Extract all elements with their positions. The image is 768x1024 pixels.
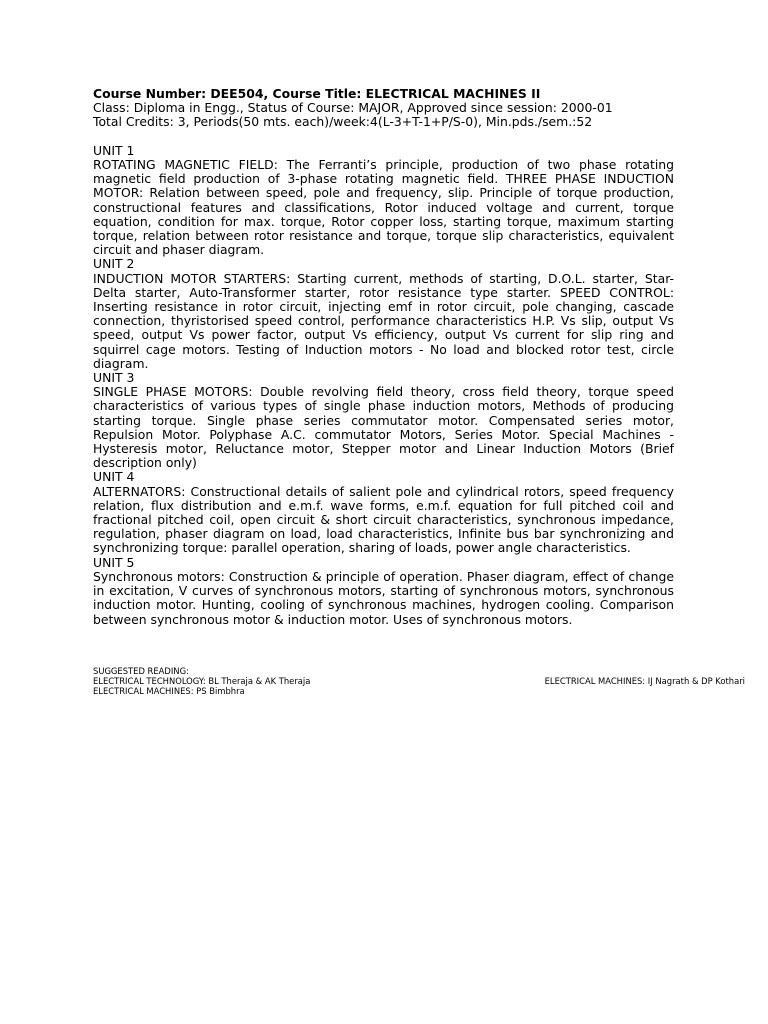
unit-1-heading: UNIT 1 — [93, 142, 135, 158]
suggested-reading-heading: SUGGESTED READING: — [93, 666, 189, 676]
unit-2-heading: UNIT 2 — [93, 256, 135, 272]
unit-3-body: SINGLE PHASE MOTORS: Double revolving field theory, cross field theory, torque speed characteristics of various types of single phase induction motors, Methods of producing starting torque. Single phase series commutator motor. Compensated series motor, Repulsion Motor. Polyphase A.C. commutator Motors, Series Motor. Special Machines - Hysteresis motor, Reluctance motor, Stepper motor and Linear Induction Motors (Brief description only) — [93, 384, 674, 471]
spacer — [93, 130, 674, 144]
reading-book-3: ELECTRICAL MACHINES: PS Bimbhra — [93, 686, 245, 696]
unit-4-section — [93, 470, 674, 555]
course-class-line: Class: Diploma in Engg., Status of Course: MAJOR, Approved since session: 2000-01 — [93, 100, 613, 116]
syllabus-document — [93, 87, 674, 627]
reading-row-1 — [93, 676, 745, 686]
unit-4-heading: UNIT 4 — [93, 469, 135, 485]
unit-5-body: Synchronous motors: Construction & principle of operation. Phaser diagram, effect of change in excitation, V curves of synchronous motors, starting of synchronous motors, synchronous induction motor. Hunting, cooling of synchronous machines, hydrogen cooling. Comparison between synchronous motor & induction motor. Uses of synchronous motors. — [93, 568, 674, 627]
unit-4-body: ALTERNATORS: Constructional details of salient pole and cylindrical rotors, speed frequency relation, flux distribution and e.m.f. wave forms, e.m.f. equation for full pitched coil and fractional pitched coil, open circuit & short circuit characteristics, synchronous impedance, regulation, phaser diagram on load, load characteristics, Infinite bus bar synchronizing and synchronizing torque: parallel operation, sharing of loads, power angle characteristics. — [93, 483, 674, 556]
unit-3-heading: UNIT 3 — [93, 370, 135, 386]
unit-5-section — [93, 556, 674, 627]
course-title-line: Course Number: DEE504, Course Title: ELECTRICAL MACHINES II — [93, 86, 541, 101]
unit-1-body: ROTATING MAGNETIC FIELD: The Ferranti’s principle, production of two phase rotating magnetic field production of 3-phase rotating magnetic field. THREE PHASE INDUCTION MOTOR: Relation between speed, pole and frequency, slip. Principle of torque production, constructional features and classifications, Rotor induced voltage and current, torque equation, condition for max. torque, Rotor copper loss, starting torque, maximum starting torque, relation between rotor resistance and torque, torque slip characteristics, equivalent circuit and phaser diagram. — [93, 157, 674, 258]
unit-1-section — [93, 144, 674, 258]
unit-3-section — [93, 371, 674, 470]
unit-2-body: INDUCTION MOTOR STARTERS: Starting current, methods of starting, D.O.L. starter, Star-Delta starter, Auto-Transformer starter, rotor resistance type starter. SPEED CONTROL: Inserting resistance in rotor circuit, injecting emf in rotor circuit, pole changing, cascade connection, thyristorised speed control, performance characteristics H.P. Vs slip, output Vs speed, output Vs power factor, output Vs efficiency, output Vs current for slip ring and squirrel cage motors. Testing of Induction motors - No load and blocked rotor test, circle diagram. — [93, 270, 674, 371]
course-credits-line: Total Credits: 3, Periods(50 mts. each)/week:4(L-3+T-1+P/S-0), Min.pds./sem.:52 — [93, 114, 593, 130]
reading-book-2: ELECTRICAL MACHINES: IJ Nagrath & DP Kothari — [544, 676, 745, 686]
unit-5-heading: UNIT 5 — [93, 554, 135, 570]
reading-book-1: ELECTRICAL TECHNOLOGY: BL Theraja & AK Theraja — [93, 676, 311, 686]
unit-2-section — [93, 257, 674, 371]
suggested-reading-section — [93, 666, 745, 696]
